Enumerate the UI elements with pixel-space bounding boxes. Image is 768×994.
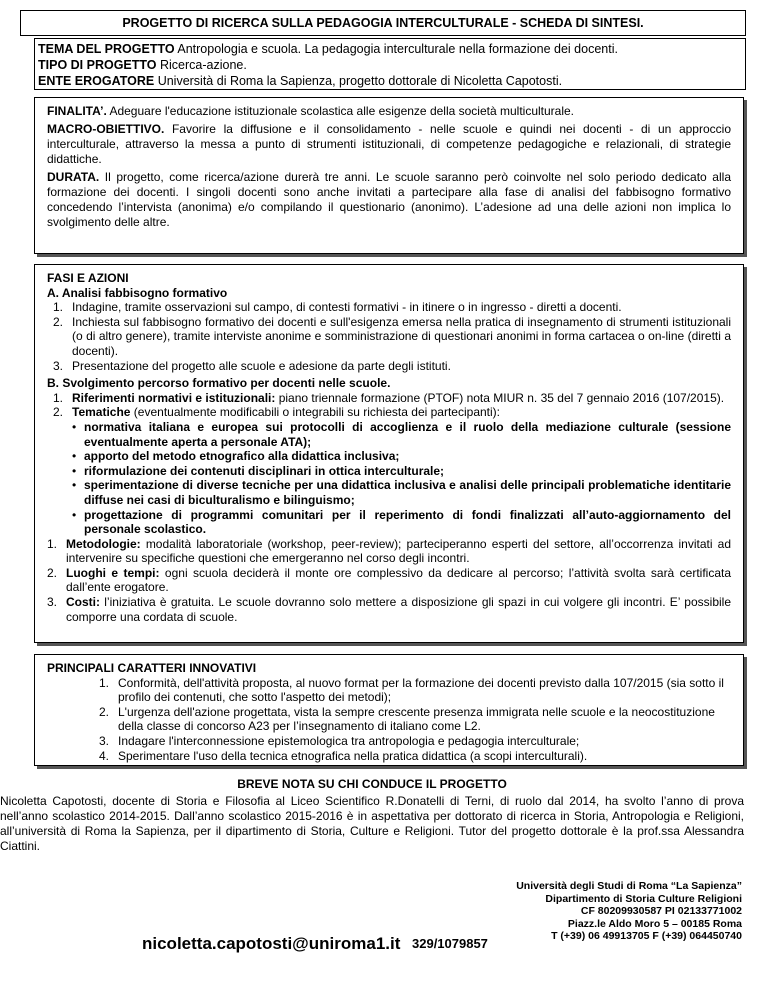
list-item: 2. Tematiche (eventualmente modificabili o integrabili su richiesta dei partecipanti): • normativa italiana e europea sui protocolli di accoglienza e il ruolo della mediazione culturale (sessione eventualmente aperta a personale ATA); • apporto del metodo etnografico alla didattica inclusiva; • riformulazione dei contenuti disciplinari in ottica interculturale; • sperimentazione di diverse tecniche per una didattica inclusiva e analisi delle principali problematiche identitarie diffuse nei casi di biculturalismo e bilinguismo; • progettazione di programmi comunitari per il reperimento di fondi finalizzati all’auto-aggiornamento del personale scolastico.: [53, 405, 731, 537]
section-c-list: [47, 537, 731, 625]
finalita-box: [34, 97, 744, 254]
tema-row: [38, 41, 742, 57]
tipo-row: [38, 57, 742, 73]
ente-label: ENTE EROGATORE: [38, 74, 155, 88]
project-info-box: [34, 38, 746, 90]
bullet-item: • apporto del metodo etnografico alla didattica inclusiva;: [72, 449, 400, 464]
list-item: 1. Riferimenti normativi e istituzionali: piano triennale formazione (PTOF) nota MIUR n. 35 del 7 gennaio 2016 (107/2015).: [53, 390, 725, 405]
list-item: 1. Conformità, dell'attività proposta, al nuovo format per la formazione dei docenti previsto dalla 107/2015 (sia sotto il profilo dei contenuti, che sotto l'aspetto dei metodi);: [99, 675, 724, 705]
fasi-title: FASI E AZIONI: [47, 271, 129, 285]
section-a-list: [53, 300, 731, 373]
ente-row: [38, 73, 742, 89]
ente-value: Università di Roma la Sapienza, progetto dottorale di Nicoletta Capotosti.: [154, 74, 563, 88]
durata-label: DURATA.: [47, 170, 100, 184]
uni-line: Dipartimento di Storia Culture Religioni: [545, 892, 742, 905]
tema-value: Antropologia e scuola. La pedagogia interculturale nella formazione dei docenti.: [174, 42, 618, 56]
finalita-text: Adeguare l'educazione istituzionale scolastica alle esigenze della società multiculturale.: [106, 104, 575, 118]
list-item: 2. Inchiesta sul fabbisogno formativo dei docenti e sull'esigenza emersa nella pratica di insegnamento di strumenti istituzionali (o di altro genere), tramite interviste anonime e somministrazione di questionari anonimi in forma cartacea o on-line (diretti a docenti).: [53, 314, 731, 358]
section-a-title: A. Analisi fabbisogno formativo: [47, 285, 228, 300]
finalita-paragraph: [47, 104, 731, 119]
list-item: 1. Indagine, tramite osservazioni sul campo, di contesti formativi - in itinere o in ingresso - diretti a docenti.: [53, 300, 622, 315]
uni-line: Università degli Studi di Roma “La Sapienza”: [516, 880, 742, 892]
tipo-label: TIPO DI PROGETTO: [38, 58, 157, 72]
fasi-box: [34, 264, 744, 643]
list-item: 3. Presentazione del progetto alle scuole e adesione da parte degli istituti.: [53, 358, 451, 373]
finalita-label: FINALITA’.: [47, 104, 107, 118]
list-item: 3. Indagare l'interconnessione epistemologica tra antropologia e pedagogia interculturale;: [99, 733, 580, 748]
bullet-item: • sperimentazione di diverse tecniche per una didattica inclusiva e analisi delle principali problematiche identitarie diffuse nei casi di biculturalismo e bilinguismo;: [72, 478, 731, 507]
section-b-title: B. Svolgimento percorso formativo per docenti nelle scuole.: [47, 376, 391, 391]
contact-phone: 329/1079857: [412, 936, 488, 951]
innovativi-box: [34, 654, 744, 766]
university-address: [516, 880, 742, 943]
page-title: PROGETTO DI RICERCA SULLA PEDAGOGIA INTERCULTURALE - SCHEDA DI SINTESI.: [122, 16, 644, 30]
uni-line: CF 80209930587 PI 02133771002: [580, 905, 742, 918]
tipo-value: Ricerca-azione.: [156, 58, 247, 72]
list-item: 2. L'urgenza dell'azione progettata, vista la sempre crescente presenza immigrata nelle scuole e la neocostituzione della classe di concorso A23 per l’insegnamento di italiano come L2.: [99, 704, 715, 734]
bullet-item: • riformulazione dei contenuti disciplinari in ottica interculturale;: [72, 463, 445, 478]
uni-line: Piazz.le Aldo Moro 5 – 00185 Roma: [567, 917, 742, 930]
list-item: 2. Luoghi e tempi: ogni scuola deciderà il monte ore complessivo da dedicare al percorso; l’attività svolta sarà certificata dall’ente erogatore.: [47, 565, 732, 595]
innovativi-list: [99, 676, 731, 764]
durata-text: Il progetto, come ricerca/azione durerà tre anni. Le scuole saranno però coinvolte nel solo periodo dedicato alla formazione dei docenti. I singoli docenti sono anche invitati a partecipare alla fase di analisi del fabbisogno formativo concedendo l’intervista (anonima) e/o compilando il questionario (anonimo). L’adesione ad una delle azioni non implica lo svolgimento delle altre.: [47, 170, 731, 229]
durata-paragraph: [47, 170, 731, 230]
nota-title: BREVE NOTA SU CHI CONDUCE IL PROGETTO: [237, 777, 507, 791]
list-item: 3. Costi: l’iniziativa è gratuita. Le scuole dovranno solo mettere a disposizione gli spazi in cui volgere gli incontri. E’ possibile comporre una cordata di scuole.: [47, 595, 731, 624]
innovativi-title: PRINCIPALI CARATTERI INNOVATIVI: [47, 661, 257, 675]
list-item: 1. Metodologie: modalità laboratoriale (workshop, peer-review); parteciperanno esperti del settore, all’occorrenza invitati ad intervenire su specifiche questioni che emergeranno nel corso degli incontri.: [47, 536, 731, 566]
tematiche-bullets: [72, 420, 731, 537]
bullet-item: • progettazione di programmi comunitari per il reperimento di fondi finalizzati all’auto-aggiornamento del personale scolastico.: [72, 507, 731, 537]
section-b-list: [53, 391, 731, 537]
page-title-box: [20, 10, 746, 36]
list-item: 4. Sperimentare l'uso della tecnica etnografica nella pratica didattica (a scopi interculturali).: [99, 748, 588, 763]
contact-email: nicoletta.capotosti@uniroma1.it: [142, 934, 401, 953]
macro-label: MACRO-OBIETTIVO.: [47, 122, 165, 136]
macro-paragraph: [47, 122, 731, 167]
macro-text: Favorire la diffusione e il consolidamento - nelle scuole e quindi nei docenti - di un approccio interculturale, attraverso la messa a punto di strumenti istituzionali, di competenze pedagogiche e relazionali, di strategie didattiche.: [47, 122, 731, 166]
tema-label: TEMA DEL PROGETTO: [38, 42, 175, 56]
uni-line: T (+39) 06 49913705 F (+39) 064450740: [551, 930, 742, 943]
nota-section: [0, 777, 744, 877]
nota-text: Nicoletta Capotosti, docente di Storia e Filosofia al Liceo Scientifico R.Donatelli di Terni, di ruolo dal 2014, ha svolto l’anno di prova nell’anno scolastico 2014-2015. Dall’anno scolastico 2015-2016 è in aspettativa per dottorato di ricerca in Storia, Antropologia e Religioni, all’università di Roma la Sapienza, per il dipartimento di Storia, Culture e Religioni. Tutor del progetto dottorale è la prof.ssa Alessandra Ciattini.: [0, 794, 744, 853]
bullet-item: • normativa italiana e europea sui protocolli di accoglienza e il ruolo della mediazione culturale (sessione eventualmente aperta a personale ATA);: [72, 419, 731, 449]
